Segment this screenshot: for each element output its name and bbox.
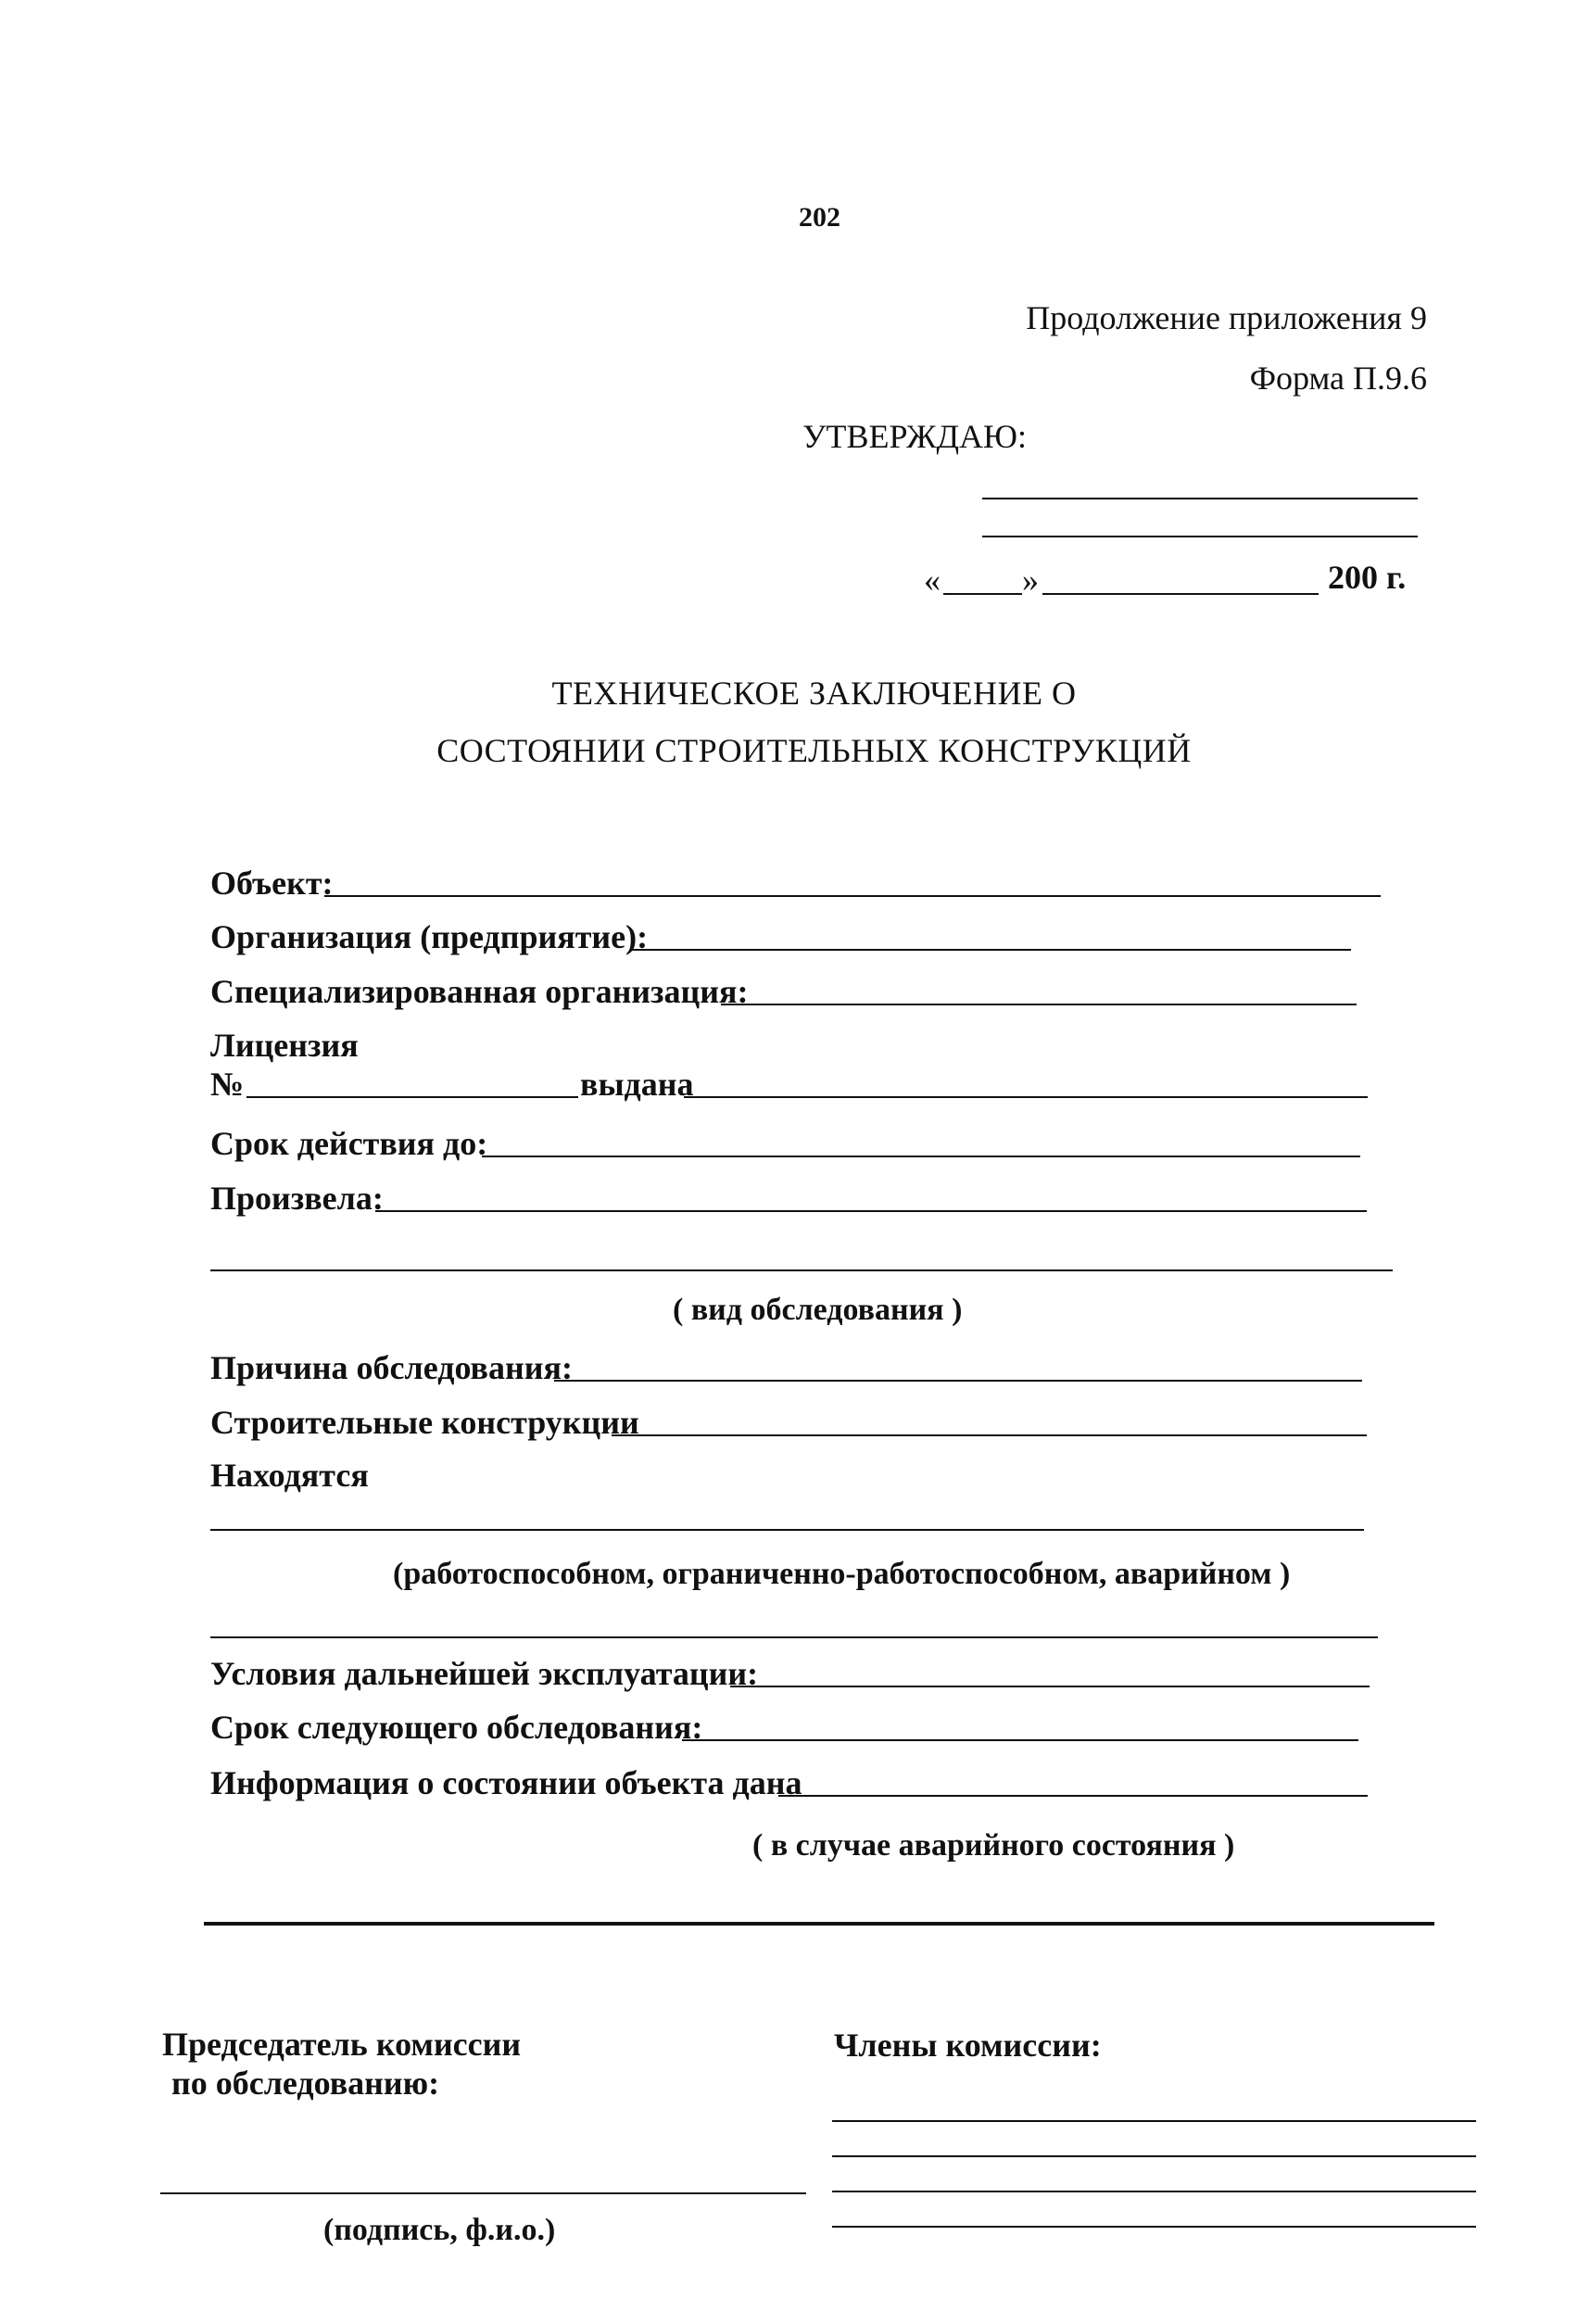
organization-label: Организация (предприятие): <box>210 918 649 955</box>
object-state-info-input-line[interactable] <box>778 1795 1368 1797</box>
approval-signature-line-2[interactable] <box>982 536 1418 537</box>
member-signature-line-4[interactable] <box>832 2226 1476 2228</box>
performed-input-line[interactable] <box>375 1210 1367 1212</box>
member-signature-line-2[interactable] <box>832 2155 1476 2157</box>
validity-input-line[interactable] <box>482 1156 1360 1157</box>
organization-input-line[interactable] <box>630 949 1351 951</box>
next-survey-label: Срок следующего обследования: <box>210 1709 703 1746</box>
license-number-input-line[interactable] <box>246 1096 578 1098</box>
document-title-line-2: СОСТОЯНИИ СТРОИТЕЛЬНЫХ КОНСТРУКЦИЙ <box>436 732 1192 769</box>
located-label: Находятся <box>210 1457 369 1494</box>
date-day-line[interactable] <box>943 593 1022 595</box>
chairman-label-line-2: по обследованию: <box>171 2065 440 2102</box>
state-input-line[interactable] <box>210 1529 1364 1531</box>
survey-type-hint: ( вид обследования ) <box>673 1293 963 1327</box>
operation-conditions-label: Условия дальнейшей эксплуатации: <box>210 1655 759 1692</box>
date-open-quote: « <box>924 562 941 599</box>
appendix-continuation: Продолжение приложения 9 <box>1026 299 1427 336</box>
member-signature-line-3[interactable] <box>832 2191 1476 2192</box>
license-issued-label: выдана <box>580 1066 694 1103</box>
approval-title: УТВЕРЖДАЮ: <box>802 418 1028 455</box>
approval-signature-line-1[interactable] <box>982 498 1418 499</box>
next-survey-input-line[interactable] <box>682 1739 1358 1741</box>
members-label: Члены комиссии: <box>834 2027 1102 2064</box>
object-label: Объект: <box>210 865 334 902</box>
license-issued-input-line[interactable] <box>684 1096 1368 1098</box>
date-year: 200 г. <box>1328 559 1407 596</box>
specialized-organization-input-line[interactable] <box>721 1004 1357 1005</box>
operation-conditions-input-line[interactable] <box>730 1686 1370 1687</box>
document-title-line-1: ТЕХНИЧЕСКОЕ ЗАКЛЮЧЕНИЕ О <box>551 675 1077 712</box>
chairman-label: Председатель комиссии <box>162 2026 522 2063</box>
state-options-hint: (работоспособном, ограниченно-работоспособном, аварийном ) <box>393 1557 1291 1591</box>
section-divider <box>204 1922 1434 1926</box>
license-label: Лицензия <box>210 1027 359 1064</box>
object-state-info-label: Информация о состоянии объекта дана <box>210 1764 802 1801</box>
form-number: Форма П.9.6 <box>1249 360 1427 397</box>
survey-reason-label: Причина обследования: <box>210 1349 573 1386</box>
date-month-line[interactable] <box>1042 593 1319 595</box>
survey-reason-input-line[interactable] <box>554 1380 1362 1382</box>
chairman-signature-line[interactable] <box>160 2192 806 2194</box>
structures-input-line[interactable] <box>612 1434 1367 1436</box>
license-number-sign: № <box>210 1066 245 1103</box>
state-extra-input-line[interactable] <box>210 1636 1378 1638</box>
performed-label: Произвела: <box>210 1180 384 1217</box>
page-number: 202 <box>799 202 840 233</box>
object-input-line[interactable] <box>324 895 1381 897</box>
emergency-state-hint: ( в случае аварийного состояния ) <box>752 1828 1235 1863</box>
survey-type-input-line[interactable] <box>210 1269 1393 1271</box>
structures-label: Строительные конструкции <box>210 1404 639 1441</box>
signature-hint: (подпись, ф.и.о.) <box>323 2213 556 2247</box>
date-close-quote: » <box>1022 562 1039 599</box>
member-signature-line-1[interactable] <box>832 2120 1476 2122</box>
validity-label: Срок действия до: <box>210 1125 488 1162</box>
specialized-organization-label: Специализированная организация: <box>210 973 749 1010</box>
